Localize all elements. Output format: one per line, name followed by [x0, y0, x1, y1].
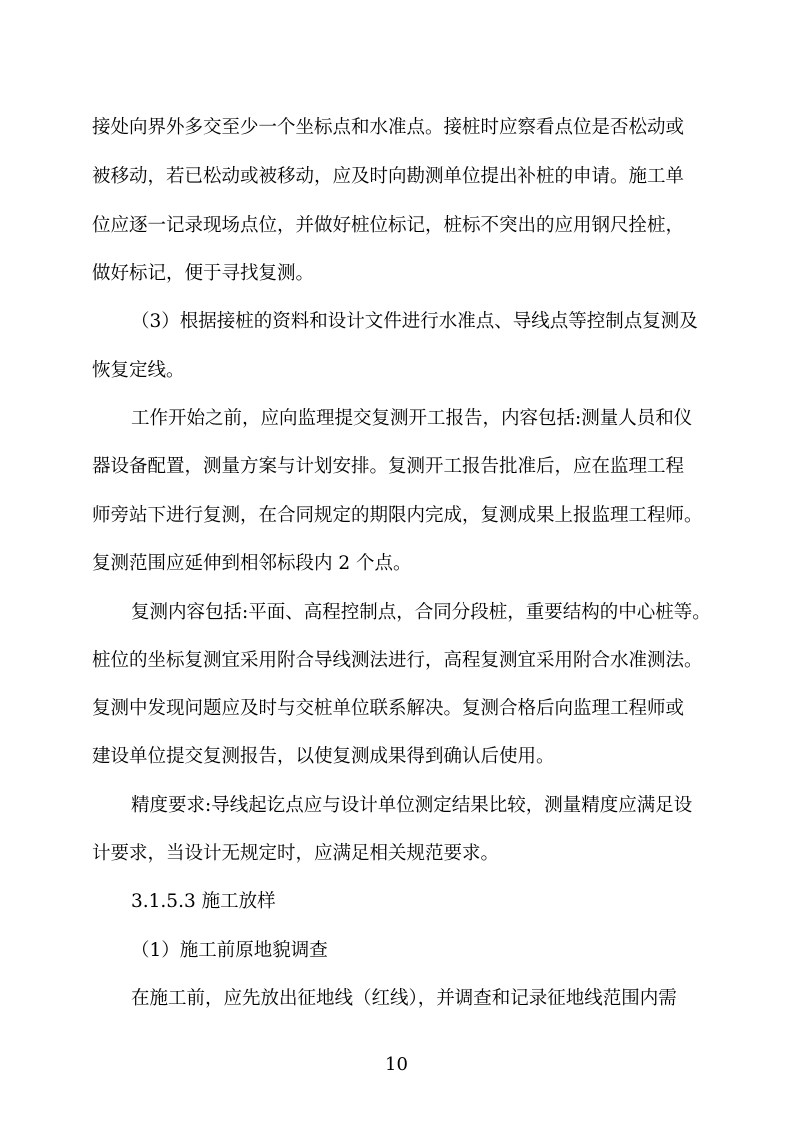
text-line-9: 师旁站下进行复测，在合同规定的期限内完成，复测成果上报监理工程师。 — [92, 505, 703, 526]
text-line-12: 桩位的坐标复测宜采用附合导线测法进行，高程复测宜采用附合水准测法。 — [92, 650, 703, 671]
text-line-7: 工作开始之前，应向监理提交复测开工报告，内容包括:测量人员和仪 — [131, 408, 693, 429]
text-line-19: 在施工前，应先放出征地线（红线），并调查和记录征地线范围内需 — [131, 988, 677, 1009]
text-line-11: 复测内容包括:平面、高程控制点，合同分段桩，重要结构的中心桩等。 — [131, 602, 711, 623]
text-line-5: （3）根据接桩的资料和设计文件进行水准点、导线点等控制点复测及 — [131, 311, 698, 332]
subsection-heading: （1）施工前原地貌调查 — [131, 940, 328, 961]
text-line-1: 接处向界外多交至少一个坐标点和水准点。接桩时应察看点位是否松动或 — [92, 117, 685, 138]
text-line-16: 计要求，当设计无规定时，应满足相关规范要求。 — [92, 843, 500, 864]
text-line-15: 精度要求:导线起讫点应与设计单位测定结果比较，测量精度应满足设 — [131, 795, 693, 816]
page-number: 10 — [385, 1054, 408, 1075]
text-line-6: 恢复定线。 — [92, 360, 185, 381]
text-line-4: 做好标记，便于寻找复测。 — [92, 263, 315, 284]
text-line-13: 复测中发现问题应及时与交桩单位联系解决。复测合格后向监理工程师或 — [92, 698, 685, 719]
text-line-10: 复测范围应延伸到相邻标段内 2 个点。 — [92, 553, 412, 574]
text-line-14: 建设单位提交复测报告，以使复测成果得到确认后使用。 — [92, 746, 555, 767]
section-heading: 3.1.5.3 施工放样 — [131, 891, 276, 912]
text-line-2: 被移动，若已松动或被移动，应及时向勘测单位提出补桩的申请。施工单 — [92, 166, 685, 187]
text-line-8: 器设备配置，测量方案与计划安排。复测开工报告批准后，应在监理工程 — [92, 456, 685, 477]
text-line-3: 位应逐一记录现场点位，并做好桩位标记，桩标不突出的应用钢尺拴桩， — [92, 215, 685, 236]
